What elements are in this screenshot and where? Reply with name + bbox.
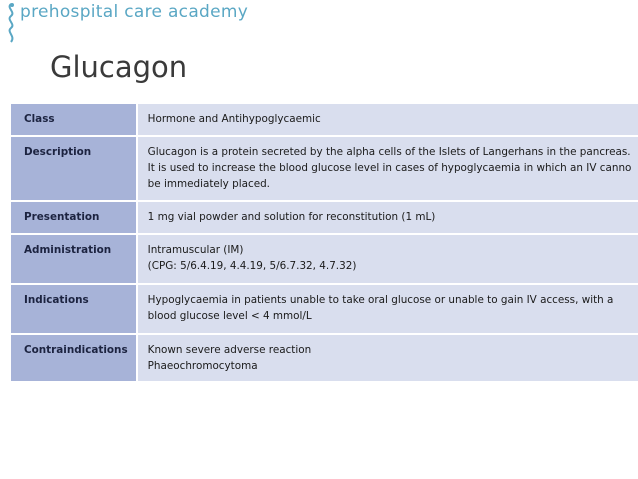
- row-value: [137, 234, 638, 284]
- row-value-line: be immediately placed.: [147, 178, 270, 190]
- row-label: Indications: [11, 284, 137, 334]
- caduceus-icon: [4, 2, 18, 44]
- table-row-indications: [11, 284, 638, 334]
- row-value-line: blood glucose level < 4 mmol/L: [147, 310, 312, 322]
- row-value: [137, 104, 638, 136]
- row-value-line: It is used to increase the blood glucose level in cases of hypoglycaemia in which an IV canno: [147, 162, 632, 174]
- slide-title: Glucagon: [50, 50, 188, 84]
- table-row-administration: [11, 234, 638, 284]
- row-value-line: Hypoglycaemia in patients unable to take oral glucose or unable to gain IV access, with a: [147, 294, 614, 306]
- row-value-line: (CPG: 5/6.4.19, 4.4.19, 5/6.7.32, 4.7.32): [147, 260, 357, 272]
- row-value-line: 1 mg vial powder and solution for reconstitution (1 mL): [147, 211, 436, 223]
- row-value: [137, 136, 638, 201]
- table-row-class: [11, 104, 638, 136]
- table-row-presentation: [11, 201, 638, 234]
- row-label: Class: [11, 104, 137, 136]
- row-label: Presentation: [11, 201, 137, 234]
- row-label: Contraindications: [11, 334, 137, 382]
- brand-logo: [4, 2, 248, 44]
- row-value-line: Intramuscular (IM): [147, 244, 244, 256]
- row-value-line: Hormone and Antihypoglycaemic: [147, 113, 321, 125]
- logo-text: prehospital care academy: [20, 2, 249, 22]
- row-label: Description: [11, 136, 137, 201]
- drug-info-table: [11, 104, 638, 383]
- row-value-line: Phaeochromocytoma: [147, 360, 258, 372]
- row-value: [137, 201, 638, 234]
- table-row-contraindications: [11, 334, 638, 382]
- table-row-description: [11, 136, 638, 201]
- row-label: Administration: [11, 234, 137, 284]
- row-value-line: Known severe adverse reaction: [147, 344, 312, 356]
- row-value-line: Glucagon is a protein secreted by the alpha cells of the Islets of Langerhans in the pancreas.: [147, 146, 631, 158]
- row-value: [137, 334, 638, 382]
- row-value: [137, 284, 638, 334]
